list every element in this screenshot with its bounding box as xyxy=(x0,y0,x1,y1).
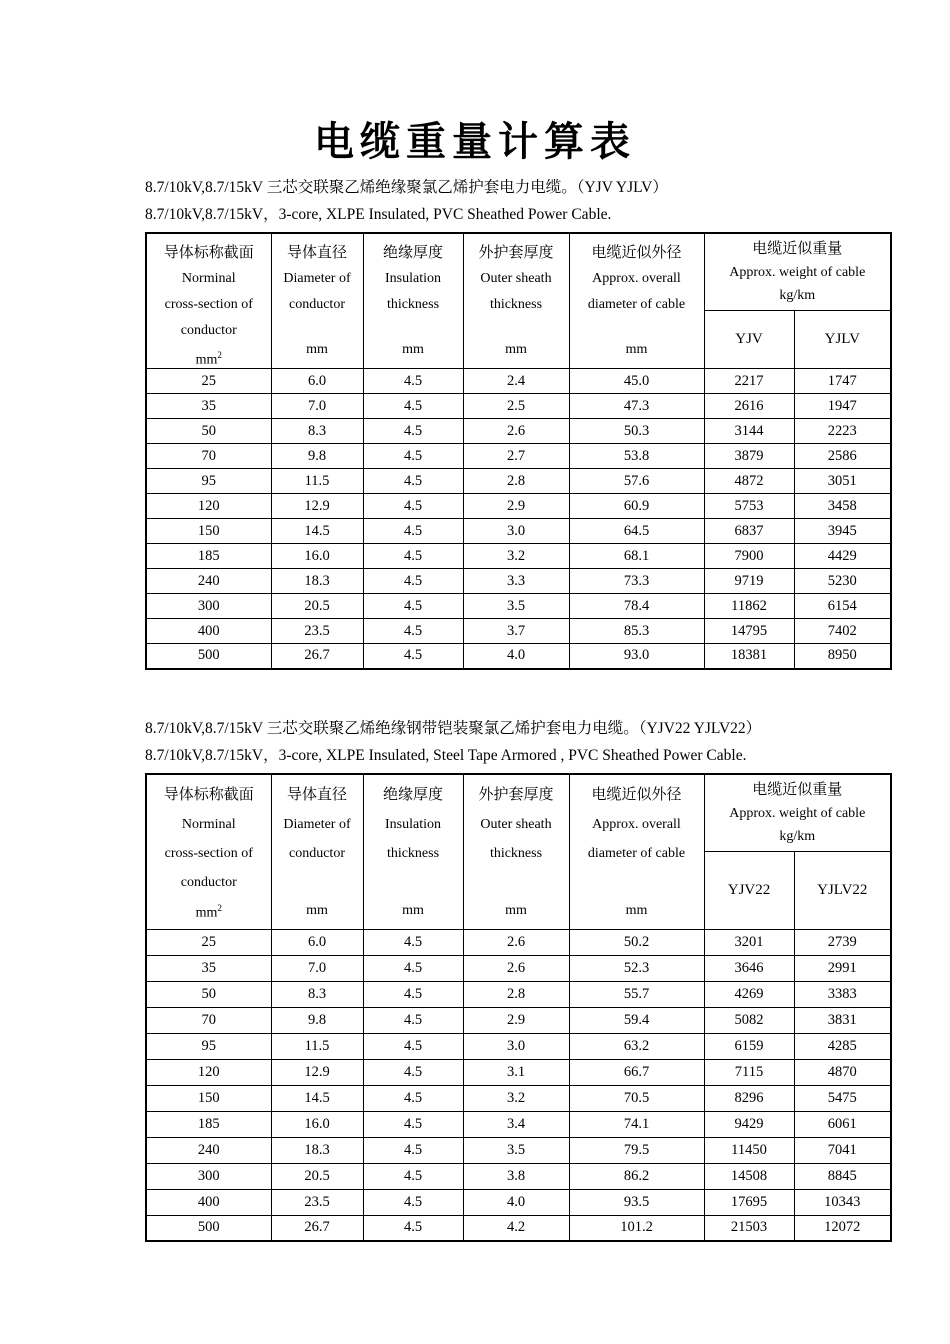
table-cell: 20.5 xyxy=(271,594,363,619)
table-row xyxy=(146,594,891,619)
table-row xyxy=(146,369,891,394)
unit-label: mm xyxy=(625,342,648,357)
section-yjv xyxy=(145,174,891,670)
table-cell: 4.5 xyxy=(363,955,463,981)
table-cell: 4.5 xyxy=(363,419,463,444)
table-cell: 3.2 xyxy=(463,1085,569,1111)
table-cell: 3144 xyxy=(704,419,794,444)
table-cell: 4.5 xyxy=(363,469,463,494)
table-cell: 9.8 xyxy=(271,444,363,469)
table-cell: 85.3 xyxy=(569,619,704,644)
unit-label: mm xyxy=(306,342,328,357)
table-cell: 6159 xyxy=(704,1033,794,1059)
cable-table-yjv xyxy=(145,232,892,670)
table-row xyxy=(146,1215,891,1241)
table-cell: 14.5 xyxy=(271,519,363,544)
document-content xyxy=(145,174,891,1242)
table-cell: 4.5 xyxy=(363,569,463,594)
table-cell: 4.0 xyxy=(463,1189,569,1215)
col-header-yjv22: YJV22 xyxy=(704,851,794,929)
table-cell: 6154 xyxy=(794,594,891,619)
table-cell: 4.2 xyxy=(463,1215,569,1241)
table-cell: 5230 xyxy=(794,569,891,594)
table1-subtitle-cn: 8.7/10kV,8.7/15kV 三芯交联聚乙烯绝缘聚氯乙烯护套电力电缆。（YJV YJLV） xyxy=(145,179,668,196)
unit-label: mm xyxy=(505,342,527,357)
table-header xyxy=(146,233,891,369)
table-cell: 9719 xyxy=(704,569,794,594)
table-cell: 11862 xyxy=(704,594,794,619)
table-cell: 8845 xyxy=(794,1163,891,1189)
table-row xyxy=(146,569,891,594)
unit-label: mm xyxy=(306,902,328,918)
table-cell: 3646 xyxy=(704,955,794,981)
table-cell: 185 xyxy=(146,544,271,569)
unit-label: mm xyxy=(625,902,648,918)
table-cell: 120 xyxy=(146,494,271,519)
table-cell: 3945 xyxy=(794,519,891,544)
table-cell: 3458 xyxy=(794,494,891,519)
col-header-insulation: 绝缘厚度 Insulation thickness mm xyxy=(363,774,463,930)
table-cell: 53.8 xyxy=(569,444,704,469)
table-cell: 4872 xyxy=(704,469,794,494)
section-yjv22 xyxy=(145,715,891,1243)
table-cell: 150 xyxy=(146,1085,271,1111)
unit-label: $mm^2$ xyxy=(195,902,222,921)
unit-label: mm xyxy=(402,342,424,357)
table-cell: 70 xyxy=(146,1007,271,1033)
table-cell: 3051 xyxy=(794,469,891,494)
table2-subtitle-cn: 8.7/10kV,8.7/15kV 三芯交联聚乙烯绝缘钢带铠装聚氯乙烯护套电力电缆。（YJV22 YJLV22） xyxy=(145,719,762,737)
table-cell: 3383 xyxy=(794,981,891,1007)
table-cell: 2.6 xyxy=(463,419,569,444)
table-cell: 70.5 xyxy=(569,1085,704,1111)
table-cell: 86.2 xyxy=(569,1163,704,1189)
table-cell: 25 xyxy=(146,369,271,394)
table-header xyxy=(146,774,891,930)
page-title: 电缆重量计算表 xyxy=(314,120,636,164)
table-cell: 12.9 xyxy=(271,1059,363,1085)
table-cell: 50 xyxy=(146,981,271,1007)
table-cell: 11.5 xyxy=(271,1033,363,1059)
table-cell: 3.5 xyxy=(463,1137,569,1163)
table-cell: 18.3 xyxy=(271,1137,363,1163)
table-cell: 2616 xyxy=(704,394,794,419)
table-row xyxy=(146,929,891,955)
table-cell: 26.7 xyxy=(271,1215,363,1241)
table-cell: 101.2 xyxy=(569,1215,704,1241)
table-cell: 9429 xyxy=(704,1111,794,1137)
table-cell: 4.5 xyxy=(363,929,463,955)
unit-label: mm xyxy=(402,902,424,918)
table-cell: 4.5 xyxy=(363,1111,463,1137)
table-cell: 4.5 xyxy=(363,394,463,419)
table-cell: 3879 xyxy=(704,444,794,469)
table-cell: 3.4 xyxy=(463,1111,569,1137)
table-cell: 7.0 xyxy=(271,955,363,981)
table-row xyxy=(146,494,891,519)
table-row xyxy=(146,394,891,419)
col-header-insulation: 绝缘厚度 Insulation thickness mm xyxy=(363,233,463,369)
table-cell: 50.2 xyxy=(569,929,704,955)
table-cell: 7402 xyxy=(794,619,891,644)
table-cell: 4.5 xyxy=(363,1137,463,1163)
table-cell: 14.5 xyxy=(271,1085,363,1111)
table-cell: 95 xyxy=(146,1033,271,1059)
table-row xyxy=(146,644,891,669)
table-row xyxy=(146,1189,891,1215)
table-cell: 12072 xyxy=(794,1215,891,1241)
unit-label: $mm^2$ xyxy=(195,350,222,368)
table-body xyxy=(146,369,891,669)
table-cell: 4.5 xyxy=(363,644,463,669)
table-cell: 500 xyxy=(146,1215,271,1241)
table-cell: 4.5 xyxy=(363,594,463,619)
table-cell: 300 xyxy=(146,1163,271,1189)
table-cell: 50.3 xyxy=(569,419,704,444)
table-cell: 12.9 xyxy=(271,494,363,519)
table-cell: 4.5 xyxy=(363,981,463,1007)
table-cell: 3.8 xyxy=(463,1163,569,1189)
table-cell: 1947 xyxy=(794,394,891,419)
table-cell: 400 xyxy=(146,619,271,644)
table-cell: 2.9 xyxy=(463,1007,569,1033)
table-row xyxy=(146,544,891,569)
table-cell: 18.3 xyxy=(271,569,363,594)
table-cell: 45.0 xyxy=(569,369,704,394)
table-cell: 4.5 xyxy=(363,494,463,519)
table-cell: 9.8 xyxy=(271,1007,363,1033)
table-row xyxy=(146,619,891,644)
table-row xyxy=(146,519,891,544)
table-cell: 4.5 xyxy=(363,444,463,469)
table-cell: 4.5 xyxy=(363,1215,463,1241)
table-cell: 23.5 xyxy=(271,1189,363,1215)
col-header-yjlv: YJLV xyxy=(794,311,891,369)
table-row xyxy=(146,444,891,469)
table-cell: 18381 xyxy=(704,644,794,669)
table-cell: 20.5 xyxy=(271,1163,363,1189)
table-cell: 7041 xyxy=(794,1137,891,1163)
table-cell: 93.5 xyxy=(569,1189,704,1215)
table-row xyxy=(146,981,891,1007)
table-cell: 70 xyxy=(146,444,271,469)
table-cell: 2.5 xyxy=(463,394,569,419)
table-row xyxy=(146,1085,891,1111)
table-row xyxy=(146,1163,891,1189)
table-cell: 120 xyxy=(146,1059,271,1085)
table-cell: 4429 xyxy=(794,544,891,569)
table-row xyxy=(146,1059,891,1085)
table-cell: 5475 xyxy=(794,1085,891,1111)
table-cell: 4.5 xyxy=(363,1189,463,1215)
table-row xyxy=(146,1137,891,1163)
table-cell: 47.3 xyxy=(569,394,704,419)
table-cell: 3.0 xyxy=(463,519,569,544)
table-cell: 25 xyxy=(146,929,271,955)
table-cell: 59.4 xyxy=(569,1007,704,1033)
table2-subtitle-en: 8.7/10kV,8.7/15kV，3-core, XLPE Insulated, Steel Tape Armored , PVC Sheathed Power Cable. xyxy=(145,746,747,764)
table-cell: 240 xyxy=(146,569,271,594)
table-cell: 150 xyxy=(146,519,271,544)
col-header-yjv: YJV xyxy=(704,311,794,369)
table-cell: 7115 xyxy=(704,1059,794,1085)
table-row xyxy=(146,469,891,494)
table-cell: 3.0 xyxy=(463,1033,569,1059)
table-cell: 400 xyxy=(146,1189,271,1215)
unit-label: mm xyxy=(505,902,527,918)
table-cell: 93.0 xyxy=(569,644,704,669)
table-cell: 66.7 xyxy=(569,1059,704,1085)
table-cell: 26.7 xyxy=(271,644,363,669)
table-cell: 2217 xyxy=(704,369,794,394)
table-cell: 6061 xyxy=(794,1111,891,1137)
col-header-sheath: 外护套厚度 Outer sheath thickness mm xyxy=(463,774,569,930)
table-cell: 4.5 xyxy=(363,619,463,644)
table-cell: 35 xyxy=(146,394,271,419)
table-cell: 35 xyxy=(146,955,271,981)
table-cell: 500 xyxy=(146,644,271,669)
table-cell: 16.0 xyxy=(271,544,363,569)
col-header-overall-diameter: 电缆近似外径 Approx. overall diameter of cable mm xyxy=(569,233,704,369)
table-cell: 14508 xyxy=(704,1163,794,1189)
table-cell: 2.9 xyxy=(463,494,569,519)
table-cell: 73.3 xyxy=(569,569,704,594)
col-header-weight-group: 电缆近似重量 Approx. weight of cable kg/km xyxy=(704,774,891,852)
table-cell: 21503 xyxy=(704,1215,794,1241)
table-cell: 2223 xyxy=(794,419,891,444)
table-cell: 4.5 xyxy=(363,1033,463,1059)
table-cell: 3831 xyxy=(794,1007,891,1033)
table-cell: 2.6 xyxy=(463,955,569,981)
table-row xyxy=(146,1007,891,1033)
col-header-cross-section: 导体标称截面 Norminal cross-section of conductor $mm^2$ xyxy=(146,774,271,930)
table-cell: 14795 xyxy=(704,619,794,644)
table-cell: 64.5 xyxy=(569,519,704,544)
table-cell: 2.6 xyxy=(463,929,569,955)
table-row xyxy=(146,419,891,444)
table-row xyxy=(146,1111,891,1137)
table-cell: 4.5 xyxy=(363,1163,463,1189)
table-cell: 8.3 xyxy=(271,419,363,444)
table-cell: 1747 xyxy=(794,369,891,394)
table-cell: 2586 xyxy=(794,444,891,469)
table-cell: 55.7 xyxy=(569,981,704,1007)
col-header-yjlv22: YJLV22 xyxy=(794,851,891,929)
table-cell: 185 xyxy=(146,1111,271,1137)
table-cell: 10343 xyxy=(794,1189,891,1215)
table-cell: 5753 xyxy=(704,494,794,519)
table-cell: 7.0 xyxy=(271,394,363,419)
col-header-diameter: 导体直径 Diameter of conductor mm xyxy=(271,774,363,930)
table-cell: 11.5 xyxy=(271,469,363,494)
table-cell: 3.2 xyxy=(463,544,569,569)
table-cell: 11450 xyxy=(704,1137,794,1163)
table-cell: 8296 xyxy=(704,1085,794,1111)
table-cell: 50 xyxy=(146,419,271,444)
table-cell: 6.0 xyxy=(271,929,363,955)
table1-subtitle-en: 8.7/10kV,8.7/15kV，3-core, XLPE Insulated, PVC Sheathed Power Cable. xyxy=(145,206,612,223)
table-cell: 7900 xyxy=(704,544,794,569)
table-cell: 79.5 xyxy=(569,1137,704,1163)
table-cell: 240 xyxy=(146,1137,271,1163)
table-cell: 4.5 xyxy=(363,1059,463,1085)
table-cell: 8.3 xyxy=(271,981,363,1007)
table-cell: 68.1 xyxy=(569,544,704,569)
table-cell: 57.6 xyxy=(569,469,704,494)
col-header-overall-diameter: 电缆近似外径 Approx. overall diameter of cable mm xyxy=(569,774,704,930)
table-cell: 4.5 xyxy=(363,519,463,544)
table-cell: 4870 xyxy=(794,1059,891,1085)
table-cell: 52.3 xyxy=(569,955,704,981)
table-cell: 5082 xyxy=(704,1007,794,1033)
table-row xyxy=(146,955,891,981)
table-cell: 300 xyxy=(146,594,271,619)
table-cell: 2991 xyxy=(794,955,891,981)
table-cell: 95 xyxy=(146,469,271,494)
table-cell: 16.0 xyxy=(271,1111,363,1137)
table-cell: 8950 xyxy=(794,644,891,669)
table-cell: 4.5 xyxy=(363,544,463,569)
table-cell: 17695 xyxy=(704,1189,794,1215)
table-cell: 2.7 xyxy=(463,444,569,469)
table-cell: 63.2 xyxy=(569,1033,704,1059)
col-header-weight-group: 电缆近似重量 Approx. weight of cable kg/km xyxy=(704,233,891,311)
table-cell: 3.3 xyxy=(463,569,569,594)
table-cell: 3201 xyxy=(704,929,794,955)
col-header-cross-section: 导体标称截面 Norminal cross-section of conductor $mm^2$ xyxy=(146,233,271,369)
table-cell: 4.5 xyxy=(363,1007,463,1033)
table-cell: 3.5 xyxy=(463,594,569,619)
table-cell: 4.5 xyxy=(363,1085,463,1111)
col-header-diameter: 导体直径 Diameter of conductor mm xyxy=(271,233,363,369)
table-cell: 6.0 xyxy=(271,369,363,394)
table-row xyxy=(146,1033,891,1059)
table-cell: 2.4 xyxy=(463,369,569,394)
table-cell: 23.5 xyxy=(271,619,363,644)
table-cell: 3.7 xyxy=(463,619,569,644)
table-cell: 74.1 xyxy=(569,1111,704,1137)
table-cell: 60.9 xyxy=(569,494,704,519)
col-header-sheath: 外护套厚度 Outer sheath thickness mm xyxy=(463,233,569,369)
table-cell: 4269 xyxy=(704,981,794,1007)
table-cell: 78.4 xyxy=(569,594,704,619)
table-cell: 2.8 xyxy=(463,981,569,1007)
table-cell: 2739 xyxy=(794,929,891,955)
cable-table-yjv22 xyxy=(145,773,892,1243)
table-cell: 2.8 xyxy=(463,469,569,494)
table-cell: 4.0 xyxy=(463,644,569,669)
table-body xyxy=(146,929,891,1241)
table-cell: 6837 xyxy=(704,519,794,544)
table-cell: 3.1 xyxy=(463,1059,569,1085)
table-cell: 4.5 xyxy=(363,369,463,394)
table-cell: 4285 xyxy=(794,1033,891,1059)
